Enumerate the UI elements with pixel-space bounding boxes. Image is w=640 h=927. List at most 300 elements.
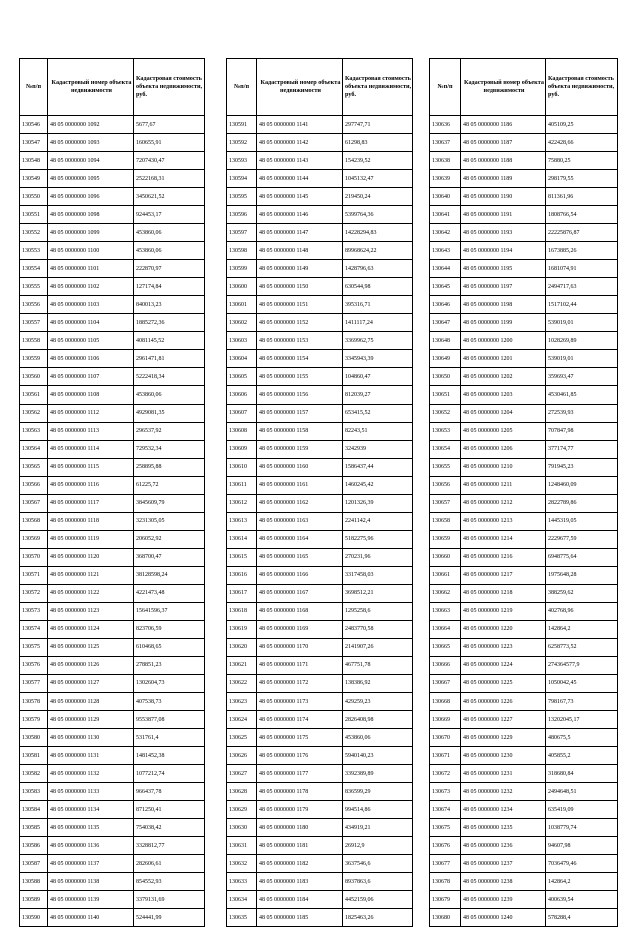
cell-cadastral-cost: 994514,86	[343, 801, 413, 819]
cell-cadastral-cost: 3231305,05	[134, 512, 205, 530]
cell-num: 130635	[227, 909, 257, 927]
table-row	[20, 693, 205, 711]
cell-num: 130570	[20, 548, 48, 566]
cell-cadastral-number: 48 05 0000000 1190	[461, 188, 546, 206]
cell-num: 130668	[430, 693, 461, 711]
cell-cadastral-number: 48 05 0000000 1237	[461, 855, 546, 873]
cell-cadastral-number: 48 05 0000000 1112	[48, 404, 134, 422]
cell-cadastral-cost: 5677,67	[134, 116, 205, 134]
table-row	[430, 422, 618, 440]
cell-cadastral-number: 48 05 0000000 1216	[461, 548, 546, 566]
cell-cadastral-cost: 630544,98	[343, 278, 413, 296]
cell-num: 130649	[430, 350, 461, 368]
cell-num: 130549	[20, 170, 48, 188]
cell-cadastral-number: 48 05 0000000 1187	[461, 134, 546, 152]
table-header	[430, 59, 618, 116]
table-row	[227, 278, 413, 296]
cell-cadastral-number: 48 05 0000000 1206	[461, 440, 546, 458]
cell-num: 130643	[430, 242, 461, 260]
cell-cadastral-number: 48 05 0000000 1240	[461, 909, 546, 927]
cell-num: 130631	[227, 837, 257, 855]
cell-cadastral-number: 48 05 0000000 1184	[257, 891, 343, 909]
table-row	[430, 332, 618, 350]
cell-cadastral-cost: 1673885,26	[546, 242, 618, 260]
cell-cadastral-cost: 405855,2	[546, 747, 618, 765]
cell-cadastral-number: 48 05 0000000 1185	[257, 909, 343, 927]
cell-num: 130588	[20, 873, 48, 891]
cell-cadastral-number: 48 05 0000000 1129	[48, 711, 134, 729]
cell-num: 130656	[430, 476, 461, 494]
cell-num: 130663	[430, 602, 461, 620]
cell-cadastral-number: 48 05 0000000 1239	[461, 891, 546, 909]
cell-cadastral-number: 48 05 0000000 1225	[461, 674, 546, 692]
cell-cadastral-cost: 754038,42	[134, 819, 205, 837]
table-row	[430, 278, 618, 296]
cell-cadastral-number: 48 05 0000000 1119	[48, 530, 134, 548]
cell-num: 130674	[430, 801, 461, 819]
cell-cadastral-number: 48 05 0000000 1201	[461, 350, 546, 368]
cell-cadastral-number: 48 05 0000000 1100	[48, 242, 134, 260]
cell-num: 130550	[20, 188, 48, 206]
cell-cadastral-number: 48 05 0000000 1124	[48, 620, 134, 638]
cell-cadastral-cost: 2229677,59	[546, 530, 618, 548]
cell-num: 130604	[227, 350, 257, 368]
cell-num: 130621	[227, 656, 257, 674]
cell-cadastral-number: 48 05 0000000 1165	[257, 548, 343, 566]
cell-cadastral-cost: 1586437,44	[343, 458, 413, 476]
cell-cadastral-cost: 2494717,63	[546, 278, 618, 296]
table-row	[227, 512, 413, 530]
cell-num: 130619	[227, 620, 257, 638]
cell-cadastral-cost: 5399764,36	[343, 206, 413, 224]
table-row	[227, 314, 413, 332]
cell-cadastral-cost: 4081145,52	[134, 332, 205, 350]
cell-num: 130653	[430, 422, 461, 440]
cell-cadastral-cost: 377174,77	[546, 440, 618, 458]
table-row	[430, 548, 618, 566]
cell-cadastral-number: 48 05 0000000 1113	[48, 422, 134, 440]
cell-cadastral-cost: 1460245,42	[343, 476, 413, 494]
cell-cadastral-number: 48 05 0000000 1218	[461, 584, 546, 602]
cell-num: 130624	[227, 711, 257, 729]
cell-num: 130648	[430, 332, 461, 350]
table-row	[430, 188, 618, 206]
cell-cadastral-cost: 539019,01	[546, 314, 618, 332]
cell-cadastral-cost: 258895,88	[134, 458, 205, 476]
cell-cadastral-cost: 707847,98	[546, 422, 618, 440]
cell-cadastral-number: 48 05 0000000 1202	[461, 368, 546, 386]
cell-num: 130559	[20, 350, 48, 368]
table-row	[20, 584, 205, 602]
cell-num: 130632	[227, 855, 257, 873]
cell-num: 130565	[20, 458, 48, 476]
cell-cadastral-number: 48 05 0000000 1114	[48, 440, 134, 458]
cell-cadastral-cost: 480675,5	[546, 729, 618, 747]
cell-num: 130623	[227, 693, 257, 711]
cell-cadastral-number: 48 05 0000000 1171	[257, 656, 343, 674]
cell-cadastral-cost: 206052,92	[134, 530, 205, 548]
table-row	[430, 566, 618, 584]
table-row	[20, 404, 205, 422]
table-row	[227, 620, 413, 638]
cell-num: 130651	[430, 386, 461, 404]
cell-cadastral-number: 48 05 0000000 1108	[48, 386, 134, 404]
cell-cadastral-cost: 26912,9	[343, 837, 413, 855]
cell-num: 130561	[20, 386, 48, 404]
cell-cadastral-number: 48 05 0000000 1223	[461, 638, 546, 656]
table-row	[430, 152, 618, 170]
cell-cadastral-number: 48 05 0000000 1200	[461, 332, 546, 350]
table-row	[227, 747, 413, 765]
table-row	[430, 404, 618, 422]
cell-cadastral-cost: 14228294,83	[343, 224, 413, 242]
cell-num: 130595	[227, 188, 257, 206]
table-row	[20, 512, 205, 530]
cell-num: 130573	[20, 602, 48, 620]
header-cost: Кадастровая стоимость объекта недвижимости, руб.	[343, 59, 413, 116]
cell-cadastral-cost: 219450,24	[343, 188, 413, 206]
cell-cadastral-cost: 791945,23	[546, 458, 618, 476]
cell-cadastral-number: 48 05 0000000 1143	[257, 152, 343, 170]
table-row	[430, 620, 618, 638]
table-row	[430, 656, 618, 674]
cell-cadastral-cost: 2961471,81	[134, 350, 205, 368]
cell-cadastral-cost: 524441,99	[134, 909, 205, 927]
cell-cadastral-number: 48 05 0000000 1168	[257, 602, 343, 620]
table-row	[20, 765, 205, 783]
table-row	[227, 801, 413, 819]
cell-cadastral-cost: 1445319,05	[546, 512, 618, 530]
header-num: №п/п	[227, 59, 257, 116]
cell-cadastral-cost: 966437,78	[134, 783, 205, 801]
cell-num: 130662	[430, 584, 461, 602]
cell-cadastral-cost: 3845609,79	[134, 494, 205, 512]
cell-cadastral-cost: 94607,98	[546, 837, 618, 855]
cell-cadastral-cost: 318680,84	[546, 765, 618, 783]
cell-num: 130630	[227, 819, 257, 837]
table-row	[430, 693, 618, 711]
cell-cadastral-number: 48 05 0000000 1103	[48, 296, 134, 314]
cell-cadastral-number: 48 05 0000000 1148	[257, 242, 343, 260]
cell-cadastral-number: 48 05 0000000 1227	[461, 711, 546, 729]
cell-cadastral-number: 48 05 0000000 1163	[257, 512, 343, 530]
cell-cadastral-number: 48 05 0000000 1205	[461, 422, 546, 440]
table-row	[227, 548, 413, 566]
cell-num: 130625	[227, 729, 257, 747]
cell-cadastral-number: 48 05 0000000 1147	[257, 224, 343, 242]
cell-cadastral-cost: 2141907,26	[343, 638, 413, 656]
cell-cadastral-number: 48 05 0000000 1170	[257, 638, 343, 656]
table-row	[20, 873, 205, 891]
cell-cadastral-number: 48 05 0000000 1189	[461, 170, 546, 188]
cell-cadastral-number: 48 05 0000000 1174	[257, 711, 343, 729]
cell-num: 130558	[20, 332, 48, 350]
cell-cadastral-number: 48 05 0000000 1211	[461, 476, 546, 494]
cell-cadastral-number: 48 05 0000000 1126	[48, 656, 134, 674]
table-row	[430, 512, 618, 530]
cell-num: 130612	[227, 494, 257, 512]
cell-cadastral-number: 48 05 0000000 1158	[257, 422, 343, 440]
cell-cadastral-number: 48 05 0000000 1219	[461, 602, 546, 620]
cell-cadastral-number: 48 05 0000000 1182	[257, 855, 343, 873]
cell-num: 130592	[227, 134, 257, 152]
cell-cadastral-number: 48 05 0000000 1177	[257, 765, 343, 783]
cell-cadastral-number: 48 05 0000000 1183	[257, 873, 343, 891]
cell-num: 130555	[20, 278, 48, 296]
cell-cadastral-cost: 811361,96	[546, 188, 618, 206]
cell-cadastral-cost: 4452159,06	[343, 891, 413, 909]
header-cost: Кадастровая стоимость объекта недвижимости, руб.	[546, 59, 618, 116]
table-row	[20, 566, 205, 584]
table-row	[430, 530, 618, 548]
cell-cadastral-number: 48 05 0000000 1160	[257, 458, 343, 476]
table-row	[227, 566, 413, 584]
cell-cadastral-number: 48 05 0000000 1238	[461, 873, 546, 891]
cell-cadastral-cost: 15641596,37	[134, 602, 205, 620]
table-row	[227, 783, 413, 801]
table-row	[227, 152, 413, 170]
table-row	[430, 855, 618, 873]
cell-cadastral-cost: 2494648,51	[546, 783, 618, 801]
table-row	[20, 116, 205, 134]
cell-cadastral-cost: 1825463,26	[343, 909, 413, 927]
table-row	[20, 152, 205, 170]
cell-cadastral-cost: 4221473,48	[134, 584, 205, 602]
cell-cadastral-cost: 823706,59	[134, 620, 205, 638]
cell-cadastral-number: 48 05 0000000 1134	[48, 801, 134, 819]
table-row	[227, 584, 413, 602]
cell-cadastral-cost: 422428,66	[546, 134, 618, 152]
table-row	[227, 837, 413, 855]
cell-cadastral-number: 48 05 0000000 1178	[257, 783, 343, 801]
cell-num: 130670	[430, 729, 461, 747]
table-row	[227, 170, 413, 188]
table-row	[227, 891, 413, 909]
cell-cadastral-cost: 1201326,39	[343, 494, 413, 512]
cell-cadastral-number: 48 05 0000000 1179	[257, 801, 343, 819]
table-row	[20, 188, 205, 206]
cell-cadastral-cost: 160655,91	[134, 134, 205, 152]
table-row	[430, 170, 618, 188]
cell-cadastral-number: 48 05 0000000 1164	[257, 530, 343, 548]
cell-num: 130642	[430, 224, 461, 242]
table-row	[227, 404, 413, 422]
cell-cadastral-cost: 531761,4	[134, 729, 205, 747]
cell-cadastral-cost: 2826408,98	[343, 711, 413, 729]
cell-num: 130609	[227, 440, 257, 458]
cell-num: 130665	[430, 638, 461, 656]
cell-num: 130594	[227, 170, 257, 188]
table-row	[20, 638, 205, 656]
cell-cadastral-cost: 434919,21	[343, 819, 413, 837]
cell-cadastral-number: 48 05 0000000 1104	[48, 314, 134, 332]
cell-num: 130641	[430, 206, 461, 224]
cadastral-table-2	[226, 58, 413, 927]
table-row	[227, 134, 413, 152]
cell-cadastral-cost: 405109,25	[546, 116, 618, 134]
cell-num: 130569	[20, 530, 48, 548]
cell-cadastral-number: 48 05 0000000 1127	[48, 674, 134, 692]
cell-cadastral-cost: 453860,06	[134, 242, 205, 260]
cell-cadastral-cost: 1050042,45	[546, 674, 618, 692]
cell-cadastral-number: 48 05 0000000 1161	[257, 476, 343, 494]
table-row	[227, 711, 413, 729]
cell-cadastral-number: 48 05 0000000 1107	[48, 368, 134, 386]
cell-cadastral-number: 48 05 0000000 1236	[461, 837, 546, 855]
cell-cadastral-cost: 2483770,58	[343, 620, 413, 638]
table-row	[227, 440, 413, 458]
cell-cadastral-cost: 127174,84	[134, 278, 205, 296]
cell-num: 130587	[20, 855, 48, 873]
header-cadnum: Кадастровый номер объекта недвижимости	[257, 59, 343, 116]
cell-num: 130572	[20, 584, 48, 602]
cell-cadastral-number: 48 05 0000000 1102	[48, 278, 134, 296]
cell-cadastral-cost: 154239,52	[343, 152, 413, 170]
cell-cadastral-cost: 1028269,89	[546, 332, 618, 350]
table-row	[227, 116, 413, 134]
cell-cadastral-cost: 1411117,24	[343, 314, 413, 332]
table-row	[227, 530, 413, 548]
cell-num: 130615	[227, 548, 257, 566]
cell-cadastral-cost: 1302604,73	[134, 674, 205, 692]
cell-cadastral-number: 48 05 0000000 1199	[461, 314, 546, 332]
table-row	[20, 296, 205, 314]
cell-cadastral-cost: 1045132,47	[343, 170, 413, 188]
cell-num: 130562	[20, 404, 48, 422]
cell-num: 130646	[430, 296, 461, 314]
cell-cadastral-number: 48 05 0000000 1099	[48, 224, 134, 242]
cell-cadastral-number: 48 05 0000000 1176	[257, 747, 343, 765]
table-row	[20, 242, 205, 260]
table-row	[430, 116, 618, 134]
cell-num: 130673	[430, 783, 461, 801]
table-row	[227, 422, 413, 440]
cell-cadastral-number: 48 05 0000000 1186	[461, 116, 546, 134]
table-row	[20, 170, 205, 188]
table-row	[20, 494, 205, 512]
cell-num: 130563	[20, 422, 48, 440]
table-row	[227, 350, 413, 368]
cell-num: 130566	[20, 476, 48, 494]
cell-cadastral-cost: 1517102,44	[546, 296, 618, 314]
table-row	[430, 296, 618, 314]
table-row	[430, 674, 618, 692]
header-cadnum: Кадастровый номер объекта недвижимости	[48, 59, 134, 116]
table-row	[227, 458, 413, 476]
cell-cadastral-cost: 539019,01	[546, 350, 618, 368]
cell-cadastral-cost: 467751,78	[343, 656, 413, 674]
cell-cadastral-cost: 395316,71	[343, 296, 413, 314]
cell-cadastral-cost: 1428796,63	[343, 260, 413, 278]
table-row	[430, 458, 618, 476]
cell-cadastral-number: 48 05 0000000 1118	[48, 512, 134, 530]
cell-cadastral-number: 48 05 0000000 1122	[48, 584, 134, 602]
table-row	[20, 260, 205, 278]
table-row	[227, 656, 413, 674]
cell-num: 130661	[430, 566, 461, 584]
cell-cadastral-number: 48 05 0000000 1169	[257, 620, 343, 638]
table-row	[430, 350, 618, 368]
cell-num: 130629	[227, 801, 257, 819]
cell-cadastral-cost: 812039,27	[343, 386, 413, 404]
table-row	[20, 350, 205, 368]
cell-num: 130596	[227, 206, 257, 224]
table-row	[20, 440, 205, 458]
cell-cadastral-number: 48 05 0000000 1137	[48, 855, 134, 873]
table-row	[430, 765, 618, 783]
cell-cadastral-cost: 5940140,23	[343, 747, 413, 765]
table-row	[20, 476, 205, 494]
table-row	[430, 891, 618, 909]
cell-num: 130620	[227, 638, 257, 656]
cell-cadastral-number: 48 05 0000000 1146	[257, 206, 343, 224]
cell-num: 130677	[430, 855, 461, 873]
table-row	[430, 242, 618, 260]
cell-num: 130660	[430, 548, 461, 566]
cell-cadastral-number: 48 05 0000000 1123	[48, 602, 134, 620]
table-header	[20, 59, 205, 116]
cell-num: 130585	[20, 819, 48, 837]
cell-cadastral-number: 48 05 0000000 1145	[257, 188, 343, 206]
table-row	[430, 440, 618, 458]
cell-cadastral-number: 48 05 0000000 1150	[257, 278, 343, 296]
cell-cadastral-number: 48 05 0000000 1234	[461, 801, 546, 819]
cell-cadastral-number: 48 05 0000000 1198	[461, 296, 546, 314]
table-row	[20, 620, 205, 638]
table-row	[227, 693, 413, 711]
table-row	[20, 729, 205, 747]
cell-cadastral-cost: 635419,09	[546, 801, 618, 819]
cell-cadastral-number: 48 05 0000000 1154	[257, 350, 343, 368]
table-row	[227, 819, 413, 837]
cell-cadastral-cost: 453860,06	[134, 386, 205, 404]
cell-num: 130628	[227, 783, 257, 801]
table-header	[227, 59, 413, 116]
table-row	[227, 368, 413, 386]
cell-cadastral-cost: 729532,34	[134, 440, 205, 458]
cell-cadastral-number: 48 05 0000000 1144	[257, 170, 343, 188]
cell-num: 130591	[227, 116, 257, 134]
cell-cadastral-cost: 3317458,03	[343, 566, 413, 584]
table-row	[430, 134, 618, 152]
cell-num: 130579	[20, 711, 48, 729]
cell-num: 130666	[430, 656, 461, 674]
cell-num: 130618	[227, 602, 257, 620]
table-row	[430, 909, 618, 927]
cell-cadastral-number: 48 05 0000000 1139	[48, 891, 134, 909]
cell-cadastral-number: 48 05 0000000 1117	[48, 494, 134, 512]
cell-num: 130567	[20, 494, 48, 512]
cell-num: 130553	[20, 242, 48, 260]
cell-num: 130658	[430, 512, 461, 530]
cell-num: 130552	[20, 224, 48, 242]
cell-cadastral-cost: 1975648,28	[546, 566, 618, 584]
cell-num: 130564	[20, 440, 48, 458]
cell-cadastral-number: 48 05 0000000 1141	[257, 116, 343, 134]
cell-num: 130636	[430, 116, 461, 134]
cell-cadastral-number: 48 05 0000000 1217	[461, 566, 546, 584]
cell-cadastral-cost: 368700,47	[134, 548, 205, 566]
cell-cadastral-number: 48 05 0000000 1135	[48, 819, 134, 837]
cell-cadastral-number: 48 05 0000000 1204	[461, 404, 546, 422]
cell-num: 130600	[227, 278, 257, 296]
cell-cadastral-number: 48 05 0000000 1131	[48, 747, 134, 765]
cell-num: 130551	[20, 206, 48, 224]
table-row	[20, 855, 205, 873]
cell-num: 130633	[227, 873, 257, 891]
table-row	[20, 819, 205, 837]
table-row	[20, 134, 205, 152]
